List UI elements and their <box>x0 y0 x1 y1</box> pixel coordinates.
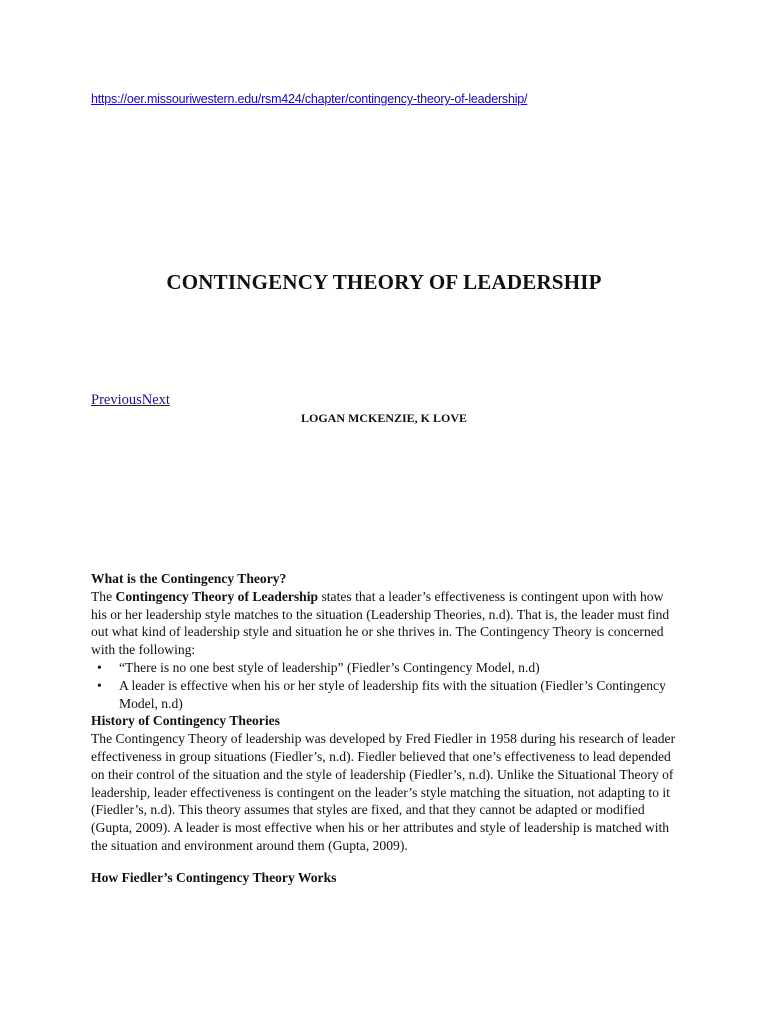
intro-post: states that a leader’s effectiveness is contingent upon with how his or her leadership style matches to the situation (Leadership Theories, n.d). That is, the leader must find out what kind of leadership style and situation he or she thrives in. The Contingency Theory is concerned with the following: <box>91 588 670 658</box>
authors-line: LOGAN MCKENZIE, K LOVE <box>300 411 468 425</box>
previous-link[interactable]: Previous <box>91 392 142 408</box>
next-link[interactable]: Next <box>141 392 170 408</box>
history-heading: History of Contingency Theories <box>91 713 280 729</box>
article-body <box>91 570 681 887</box>
source-url-link[interactable]: https://oer.missouriwestern.edu/rsm424/chapter/contingency-theory-of-leadership/ <box>91 92 528 106</box>
list-item: • “There is no one best style of leadership” (Fiedler’s Contingency Model, n.d) <box>119 659 681 677</box>
what-heading: What is the Contingency Theory? <box>91 571 287 586</box>
intro-pre: The <box>91 588 116 604</box>
chapter-nav <box>91 392 170 409</box>
list-item: • A leader is effective when his or her style of leadership fits with the situation (Fiedler’s Contingency Model, n.d) <box>119 677 681 713</box>
concern-list <box>91 659 681 712</box>
page-title: CONTINGENCY THEORY OF LEADERSHIP <box>166 270 602 294</box>
history-paragraph: The Contingency Theory of leadership was developed by Fred Fiedler in 1958 during his research of leader effectiveness in group situations (Fiedler’s, n.d). Fiedler believed that one’s effectiveness to lead depended on their control of the situation and the style of leadership (Fiedler’s, n.d). Unlike the Situational Theory of leadership, leader effectiveness is contingent on the leader’s style matching the situation, not adapting to it (Fiedler’s, n.d). This theory assumes that styles are fixed, and that they cannot be adapted or modified (Gupta, 2009). A leader is most effective when his or her attributes and style of leadership is matched with the situation and environment around them (Gupta, 2009). <box>91 731 676 853</box>
intro-bold-term: Contingency Theory of Leadership <box>115 588 319 604</box>
intro-paragraph <box>91 588 681 659</box>
how-heading: How Fiedler’s Contingency Theory Works <box>91 869 337 885</box>
